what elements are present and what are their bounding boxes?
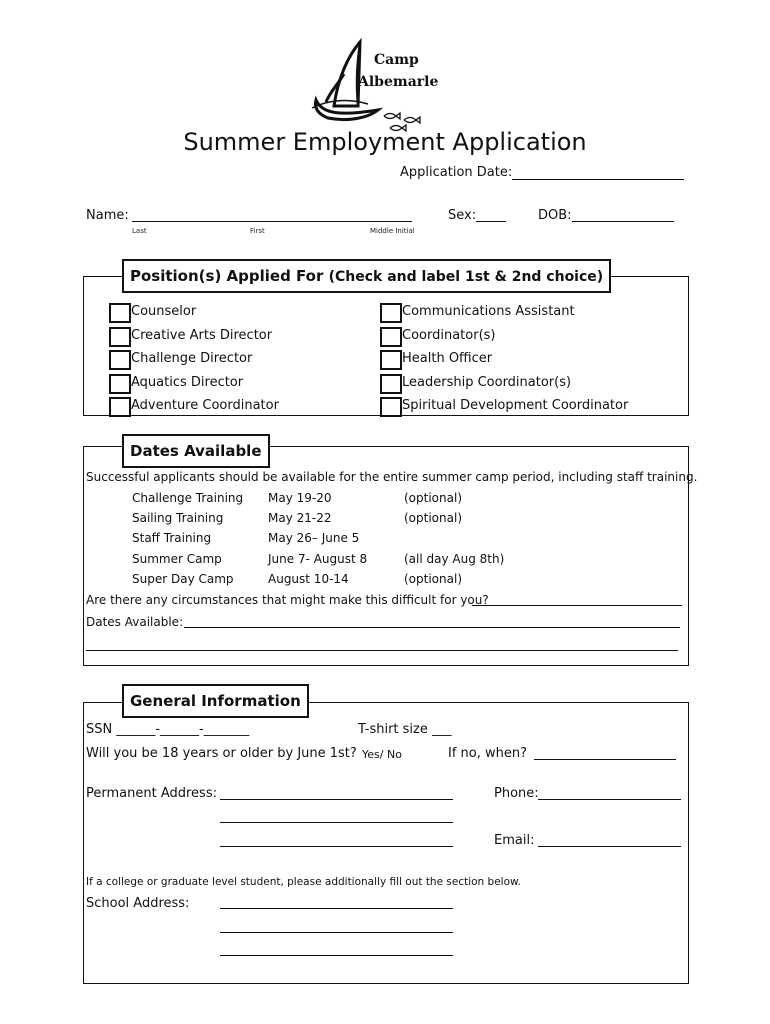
school-address-field-1[interactable] xyxy=(220,908,453,909)
date-row-name: Staff Training xyxy=(132,531,212,545)
permanent-address-field-2[interactable] xyxy=(220,822,453,823)
application-date-label: Application Date: xyxy=(400,165,513,180)
position-label-challenge-director: Challenge Director xyxy=(131,351,253,366)
circumstances-field[interactable] xyxy=(472,605,682,606)
tshirt-size-field[interactable]: T-shirt size ___ xyxy=(358,722,452,737)
position-label-spiritual-development-coordinator: Spiritual Development Coordinator xyxy=(402,398,629,413)
circumstances-question: Are there any circumstances that might make this difficult for you? xyxy=(86,593,489,607)
checkbox-adventure-coordinator[interactable] xyxy=(109,397,131,417)
date-row-note: (optional) xyxy=(404,491,462,505)
position-label-aquatics-director: Aquatics Director xyxy=(131,375,244,390)
if-no-when-label: If no, when? xyxy=(448,746,528,761)
position-label-adventure-coordinator: Adventure Coordinator xyxy=(131,398,279,413)
position-label-counselor: Counselor xyxy=(131,304,197,319)
checkbox-communications-assistant[interactable] xyxy=(380,303,402,323)
name-field[interactable] xyxy=(132,221,412,222)
dates-available-field-2[interactable] xyxy=(86,650,678,651)
email-field[interactable] xyxy=(538,846,681,847)
phone-field[interactable] xyxy=(538,799,681,800)
email-label: Email: xyxy=(494,833,535,848)
dates-intro: Successful applicants should be available for the entire summer camp period, including staff training. xyxy=(86,470,698,484)
permanent-address-label: Permanent Address: xyxy=(86,786,217,801)
checkbox-leadership-coordinators[interactable] xyxy=(380,374,402,394)
application-date-field[interactable] xyxy=(512,179,684,180)
date-row-note: (all day Aug 8th) xyxy=(404,552,505,566)
position-label-health-officer: Health Officer xyxy=(402,351,493,366)
ssn-field[interactable]: SSN ______-______-_______ xyxy=(86,722,250,737)
general-heading: General Information xyxy=(122,684,309,718)
date-row-date: May 19-20 xyxy=(268,491,332,505)
date-row-date: August 10-14 xyxy=(268,572,349,586)
positions-heading-title: Position(s) Applied For xyxy=(130,267,324,285)
date-row-name: Super Day Camp xyxy=(132,572,234,586)
school-address-label: School Address: xyxy=(86,896,190,911)
logo-line-albemarle: Albemarle xyxy=(358,74,439,90)
checkbox-coordinators[interactable] xyxy=(380,327,402,347)
date-row-date: May 26– June 5 xyxy=(268,531,360,545)
dates-available-label: Dates Available: xyxy=(86,615,184,629)
position-label-coordinators: Coordinator(s) xyxy=(402,328,496,343)
position-label-communications-assistant: Communications Assistant xyxy=(402,304,575,319)
logo-line-camp: Camp xyxy=(374,52,419,68)
dob-label: DOB: xyxy=(538,208,572,223)
date-row-name: Summer Camp xyxy=(132,552,222,566)
dates-available-field[interactable] xyxy=(184,627,680,628)
general-section xyxy=(83,702,689,984)
date-row-note: (optional) xyxy=(404,511,462,525)
name-middle-caption: Middle Initial xyxy=(370,227,415,235)
date-row-name: Challenge Training xyxy=(132,491,244,505)
yes-no-option[interactable]: Yes/ No xyxy=(362,748,402,761)
checkbox-counselor[interactable] xyxy=(109,303,131,323)
positions-heading-sub: (Check and label 1st & 2nd choice) xyxy=(328,269,604,285)
checkbox-health-officer[interactable] xyxy=(380,350,402,370)
positions-heading xyxy=(122,259,611,293)
permanent-address-field-3[interactable] xyxy=(220,846,453,847)
school-address-field-2[interactable] xyxy=(220,932,453,933)
school-address-field-3[interactable] xyxy=(220,955,453,956)
sex-label: Sex: xyxy=(448,208,477,223)
date-row-name: Sailing Training xyxy=(132,511,224,525)
if-no-when-field[interactable] xyxy=(534,759,676,760)
dates-heading: Dates Available xyxy=(122,434,270,468)
name-last-caption: Last xyxy=(132,227,147,235)
camp-logo xyxy=(308,38,448,138)
checkbox-spiritual-development-coordinator[interactable] xyxy=(380,397,402,417)
position-label-creative-arts-director: Creative Arts Director xyxy=(131,328,273,343)
name-label: Name: xyxy=(86,208,129,223)
college-note: If a college or graduate level student, please additionally fill out the section below. xyxy=(86,876,521,888)
name-first-caption: First xyxy=(250,227,265,235)
checkbox-aquatics-director[interactable] xyxy=(109,374,131,394)
checkbox-challenge-director[interactable] xyxy=(109,350,131,370)
date-row-note: (optional) xyxy=(404,572,462,586)
date-row-date: June 7- August 8 xyxy=(268,552,368,566)
permanent-address-field-1[interactable] xyxy=(220,799,453,800)
checkbox-creative-arts-director[interactable] xyxy=(109,327,131,347)
age-question: Will you be 18 years or older by June 1st? xyxy=(86,746,357,761)
page-title: Summer Employment Application xyxy=(183,128,587,156)
position-label-leadership-coordinators: Leadership Coordinator(s) xyxy=(402,375,572,390)
date-row-date: May 21-22 xyxy=(268,511,332,525)
sex-field[interactable] xyxy=(476,221,506,222)
phone-label: Phone: xyxy=(494,786,539,801)
dob-field[interactable] xyxy=(572,221,674,222)
